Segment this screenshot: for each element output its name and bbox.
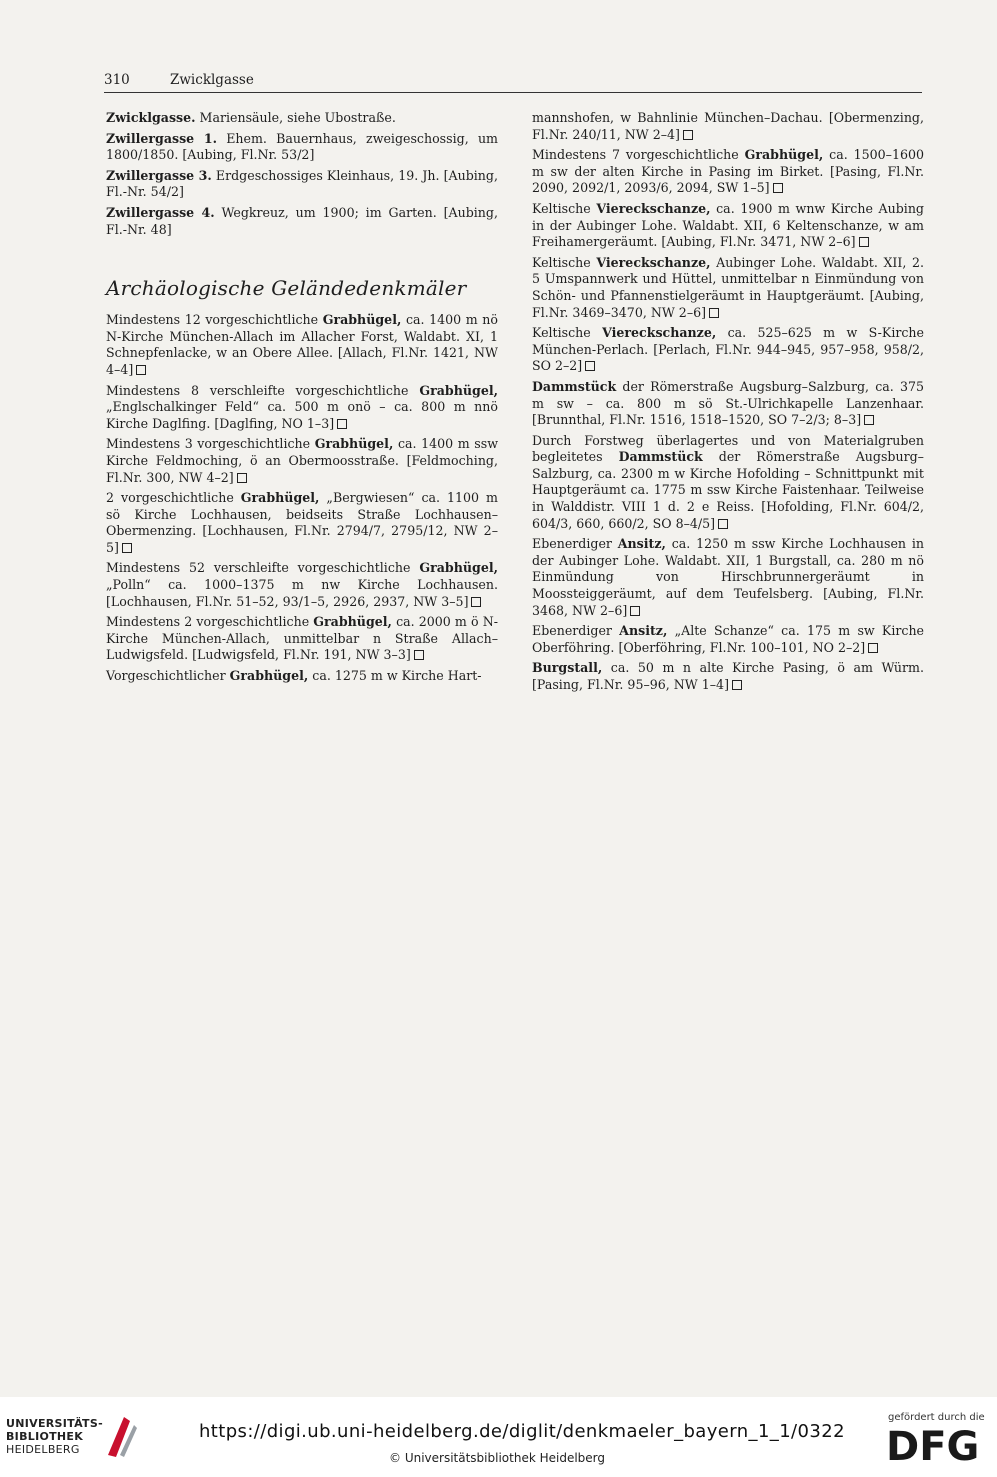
entry-prefix: mannshofen, w Bahnlinie München–Dachau. [Obermenzing, Fl.Nr. 240/11, NW 2–4]: [532, 110, 924, 142]
funder-note: gefördert durch die: [888, 1412, 985, 1423]
entry-text: „Englschalkinger Feld“ ca. 500 m onö – ca. 800 m nnö Kirche Daglfing. [Daglfing, NO 1–3]: [106, 399, 498, 431]
listing-marker-icon: [136, 365, 146, 375]
running-title: Zwicklgasse: [170, 72, 254, 88]
street-entries: [106, 110, 498, 238]
entry-keyword: Zwicklgasse.: [106, 110, 196, 125]
dfg-logo-icon[interactable]: [884, 1424, 984, 1464]
entry-text: „Polln“ ca. 1000–1375 m nw Kirche Lochhausen. [Lochhausen, Fl.Nr. 51–52, 93/1–5, 2926, 2937, NW 3–5]: [106, 577, 498, 609]
entry-keyword: Grabhügel,: [314, 436, 394, 452]
listing-marker-icon: [732, 680, 742, 690]
listing-marker-icon: [709, 308, 719, 318]
street-entry: [106, 131, 498, 164]
logo-line: HEIDELBERG: [6, 1443, 80, 1456]
listing-marker-icon: [237, 473, 247, 483]
entry-keyword: Viereckschanze,: [596, 254, 711, 270]
entry-keyword: Grabhügel,: [322, 312, 402, 328]
logo-line: BIBLIOTHEK: [6, 1430, 84, 1443]
entry-keyword: Ansitz,: [619, 623, 668, 639]
entry-prefix: Durch Forstweg überlagertes und von Materialgruben begleitetes: [532, 432, 924, 465]
entry-keyword: Dammstück: [532, 378, 617, 394]
monument-entry: [532, 110, 924, 143]
entry-text: ca. 1275 m w Kirche Hart-: [308, 668, 482, 684]
entry-prefix: Keltische: [532, 254, 597, 270]
entry-text: ca. 1500–1600 m sw der alten Kirche in Pasing im Birket. [Pasing, Fl.Nr. 2090, 2092/1, 2093/6, 2094, SW 1–5]: [532, 147, 925, 196]
entry-keyword: Burgstall,: [532, 660, 603, 676]
entry-prefix: Keltische: [532, 325, 603, 341]
monument-entry: [532, 147, 924, 197]
entry-prefix: Ebenerdiger: [532, 623, 620, 639]
entry-keyword: Zwillergasse 4.: [106, 204, 215, 220]
entry-text: ca. 50 m n alte Kirche Pasing, ö am Würm. [Pasing, Fl.Nr. 95–96, NW 1–4]: [532, 660, 924, 692]
monument-entry: [532, 623, 924, 656]
entry-prefix: Ebenerdiger: [532, 536, 618, 552]
entry-text: ca. 1900 m wnw Kirche Aubing in der Aubinger Lohe. Waldabt. XII, 6 Keltenschanze, w am Freihamergeräumt. [Aubing, Fl.Nr. 3471, NW 2–6]: [532, 200, 924, 250]
listing-marker-icon: [585, 361, 595, 371]
monument-entry: [532, 201, 924, 251]
entry-prefix: Mindestens 7 vorgeschichtliche: [532, 147, 745, 163]
footer-bar: [0, 1397, 997, 1477]
monument-entry: [106, 668, 498, 685]
monument-entry: [106, 312, 498, 378]
entry-prefix: Mindestens 3 vorgeschichtliche: [106, 436, 315, 452]
listing-marker-icon: [471, 597, 481, 607]
listing-marker-icon: [773, 183, 783, 193]
right-column: [532, 110, 924, 698]
listing-marker-icon: [859, 237, 869, 247]
entry-text: Ehem. Bauernhaus, zweigeschossig, um 1800/1850. [Aubing, Fl.Nr. 53/2]: [106, 130, 498, 163]
listing-marker-icon: [122, 543, 132, 553]
monument-entry: [106, 436, 498, 486]
monument-entry: [106, 560, 498, 610]
listing-marker-icon: [683, 130, 693, 140]
street-entry: [106, 168, 498, 201]
entry-keyword: Viereckschanze,: [596, 200, 711, 216]
entry-keyword: Grabhügel,: [744, 147, 824, 163]
section-heading: Archäologische Geländedenkmäler: [106, 276, 467, 301]
entry-keyword: Grabhügel,: [240, 490, 320, 506]
library-mark-icon: [104, 1411, 140, 1459]
archaeology-entries-right: [532, 110, 924, 694]
listing-marker-icon: [868, 643, 878, 653]
entry-keyword: Ansitz,: [617, 536, 666, 552]
university-library-logo[interactable]: [6, 1417, 103, 1456]
entry-text: „Bergwiesen“ ca. 1100 m sö Kirche Lochhausen, beidseits Straße Lochhausen–Obermenzing. [Lochhausen, Fl.Nr. 2794/7, 2795/12, NW 2–5]: [106, 490, 498, 555]
entry-prefix: 2 vorgeschichtliche: [106, 490, 241, 506]
entry-keyword: Grabhügel,: [419, 382, 498, 398]
listing-marker-icon: [337, 419, 347, 429]
monument-entry: [532, 325, 924, 375]
entry-text: der Römerstraße Augsburg–Salzburg, ca. 2300 m w Kirche Hofolding – Schnittpunkt mit Hauptgeräumt ca. 1775 m ssw Kirche Faistenhaar. Teilweise in Walddistr. VIII 1 d. 2 e Reiss. [Hofolding, Fl.Nr. 604/2, 604/3, 660, 660/2, SO 8–4/5]: [532, 449, 924, 531]
header-rule: [104, 92, 922, 93]
entry-text: ca. 2000 m ö N-Kirche München-Allach, unmittelbar n Straße Allach–Ludwigsfeld. [Ludwigsfeld, Fl.Nr. 191, NW 3–3]: [106, 614, 498, 663]
street-entry: [106, 110, 498, 127]
monument-entry: [532, 255, 924, 321]
permalink-url[interactable]: https://digi.ub.uni-heidelberg.de/diglit/denkmaeler_bayern_1_1/0322: [199, 1421, 845, 1442]
entry-prefix: Mindestens 8 verschleifte vorgeschichtliche: [106, 382, 420, 398]
entry-prefix: Keltische: [532, 200, 597, 216]
monument-entry: [106, 614, 498, 664]
entry-keyword: Grabhügel,: [313, 614, 392, 630]
entry-keyword: Dammstück: [618, 449, 703, 465]
entry-prefix: Mindestens 12 vorgeschichtliche: [106, 312, 323, 328]
entry-prefix: Mindestens 2 vorgeschichtliche: [106, 614, 314, 630]
entry-keyword: Grabhügel,: [229, 668, 309, 684]
entry-text: der Römerstraße Augsburg–Salzburg, ca. 375 m sw – ca. 800 m sö St.-Ulrichkapelle Lanzenhaar. [Brunnthal, Fl.Nr. 1516, 1518–1520, SO 7–2/3; 8–3]: [532, 378, 924, 428]
entry-text: Aubinger Lohe. Waldabt. XII, 2. 5 Umspannwerk und Hüttel, unmittelbar n Einmündung von Schön- und Pfannenstielgeräumt in Hauptgeräumt. [Aubing, Fl.Nr. 3469–3470, NW 2–6]: [532, 254, 924, 320]
listing-marker-icon: [718, 519, 728, 529]
listing-marker-icon: [864, 415, 874, 425]
monument-entry: [532, 433, 924, 533]
listing-marker-icon: [630, 606, 640, 616]
entry-keyword: Zwillergasse 3.: [106, 167, 212, 183]
entry-text: ca. 1400 m ssw Kirche Feldmoching, ö an Obermoosstraße. [Feldmoching, Fl.Nr. 300, NW 4–2]: [106, 436, 498, 485]
archaeology-entries-left: [106, 312, 498, 684]
entry-text: Erdgeschossiges Kleinhaus, 19. Jh. [Aubing, Fl.-Nr. 54/2]: [106, 167, 498, 200]
monument-entry: [106, 383, 498, 433]
monument-entry: [106, 490, 498, 556]
entry-prefix: Vorgeschichtlicher: [106, 668, 230, 684]
entry-keyword: Zwillergasse 1.: [106, 130, 217, 146]
entry-text: ca. 1400 m nö N-Kirche München-Allach im Allacher Forst, Waldabt. XI, 1 Schnepfenlacke, w an Obere Allee. [Allach, Fl.Nr. 1421, NW 4–4]: [106, 312, 498, 377]
copyright-notice: © Universitätsbibliothek Heidelberg: [389, 1451, 606, 1465]
entry-prefix: Mindestens 52 verschleifte vorgeschichtliche: [106, 560, 420, 576]
listing-marker-icon: [414, 650, 424, 660]
logo-line: UNIVERSITÄTS-: [6, 1417, 103, 1430]
monument-entry: [532, 379, 924, 429]
page-number: 310: [104, 72, 130, 88]
left-column: [106, 110, 498, 689]
monument-entry: [532, 660, 924, 693]
monument-entry: [532, 536, 924, 619]
entry-keyword: Viereckschanze,: [602, 325, 717, 341]
entry-keyword: Grabhügel,: [419, 560, 498, 576]
dfg-logo-text: DFG: [886, 1424, 980, 1464]
entry-text: „Alte Schanze“ ca. 175 m sw Kirche Oberföhring. [Oberföhring, Fl.Nr. 100–101, NO 2–2]: [532, 623, 925, 655]
entry-text: ca. 1250 m ssw Kirche Lochhausen in der Aubinger Lohe. Waldabt. XII, 1 Burgstall, ca. 280 m nö Einmündung von Hirschbrunnergeräumt in Moossteiggeräumt, auf dem Teufelsberg. [Aubing, Fl.Nr. 3468, NW 2–6]: [532, 536, 924, 618]
entry-text: Wegkreuz, um 1900; im Garten. [Aubing, Fl.-Nr. 48]: [106, 204, 498, 237]
entry-text: Mariensäule, siehe Ubostraße.: [195, 110, 396, 125]
entry-text: ca. 525–625 m w S-Kirche München-Perlach. [Perlach, Fl.Nr. 944–945, 957–958, 958/2, SO 2–2]: [532, 325, 924, 374]
street-entry: [106, 205, 498, 238]
